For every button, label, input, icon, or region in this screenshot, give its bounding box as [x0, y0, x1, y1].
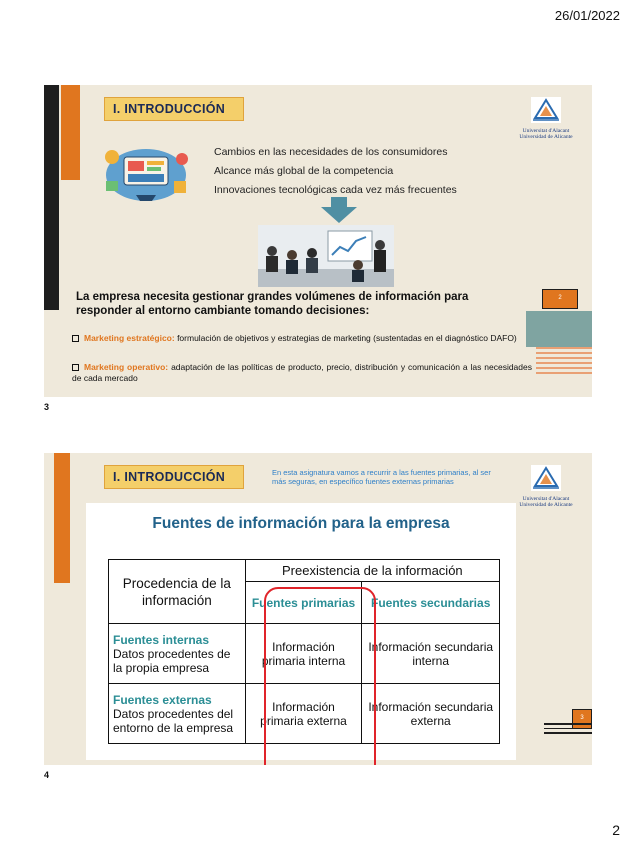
decorative-black-bar: [44, 85, 59, 310]
logo-line-2: Universidad de Alicante: [519, 134, 573, 141]
university-logo-icon: [531, 97, 561, 123]
item-label: Marketing operativo:: [84, 362, 169, 372]
row-description: Datos procedentes del entorno de la empresa: [113, 706, 234, 735]
col-primary-header: Fuentes primarias: [245, 582, 362, 624]
row-heading: Fuentes internas: [113, 632, 210, 647]
slide-number: 4: [44, 770, 50, 780]
corner-number-box: 2: [542, 289, 578, 309]
slide-title: I. INTRODUCCIÓN: [104, 97, 244, 121]
bullet-line: Alcance más global de la competencia: [214, 165, 394, 177]
slide-title: I. INTRODUCCIÓN: [104, 465, 244, 489]
slide-3: [44, 85, 592, 397]
col-origin-header: Procedencia de la información: [109, 560, 246, 624]
slide-4: [44, 453, 592, 765]
list-item: [72, 333, 532, 344]
slide-number: 3: [44, 402, 50, 412]
row-description: Datos procedentes de la propia empresa: [113, 646, 231, 675]
row-heading: Fuentes externas: [113, 692, 212, 707]
item-label: Marketing estratégico:: [84, 333, 175, 343]
slide-headline: La empresa necesita gestionar grandes volúmenes de información para responder al entorno cambiante tomando decisiones:: [76, 291, 469, 317]
university-logo-icon: [531, 465, 561, 491]
page-number: 2: [612, 822, 620, 838]
business-meeting-photo: [258, 225, 394, 287]
course-note: En esta asignatura vamos a recurrir a las fuentes primarias, al ser más seguras, en específico fuentes externas primarias: [272, 468, 491, 486]
bullet-line: Innovaciones tecnológicas cada vez más frecuentes: [214, 184, 457, 196]
arrow-down-icon: [319, 197, 359, 223]
item-text: adaptación de las políticas de producto, precio, distribución y comunicación a las necesidades de cada mercado: [72, 362, 532, 383]
logo-line-1: Universitat d'Alacant: [522, 128, 570, 134]
logo-line-2: Universidad de Alicante: [519, 502, 573, 509]
logo-line-1: Universitat d'Alacant: [522, 496, 570, 502]
decorative-teal-bar: [526, 311, 592, 347]
corner-number-box: 3: [572, 709, 592, 729]
decorative-orange-bar: [61, 85, 80, 180]
decorative-stripes: [544, 723, 592, 737]
primary-cell: Información primaria externa: [245, 684, 362, 744]
row-origin-cell: [109, 684, 246, 744]
list-item: [72, 362, 532, 383]
checkbox-bullet-icon: [72, 335, 79, 342]
secondary-cell: Información secundaria interna: [362, 624, 500, 684]
decorative-stripes: [536, 347, 592, 377]
table-header-row: [109, 560, 500, 582]
item-text: formulación de objetivos y estrategias de marketing (sustentadas en el diagnóstico DAFO): [174, 333, 517, 343]
primary-sources-highlight: [264, 587, 376, 765]
col-secondary-header: Fuentes secundarias: [362, 582, 500, 624]
university-logo: [512, 97, 580, 145]
decorative-orange-bar: [54, 453, 70, 583]
secondary-cell: Información secundaria externa: [362, 684, 500, 744]
content-card: [86, 503, 516, 760]
checkbox-bullet-icon: [72, 364, 79, 371]
marketing-illustration: [96, 137, 196, 205]
card-title: Fuentes de información para la empresa: [152, 515, 450, 532]
university-logo: [512, 465, 580, 513]
context-bullets: [214, 143, 457, 200]
group-header: Preexistencia de la información: [245, 560, 499, 582]
bullet-line: Cambios en las necesidades de los consumidores: [214, 146, 448, 158]
row-origin-cell: [109, 624, 246, 684]
print-date: 26/01/2022: [554, 8, 620, 23]
primary-cell: Información primaria interna: [245, 624, 362, 684]
